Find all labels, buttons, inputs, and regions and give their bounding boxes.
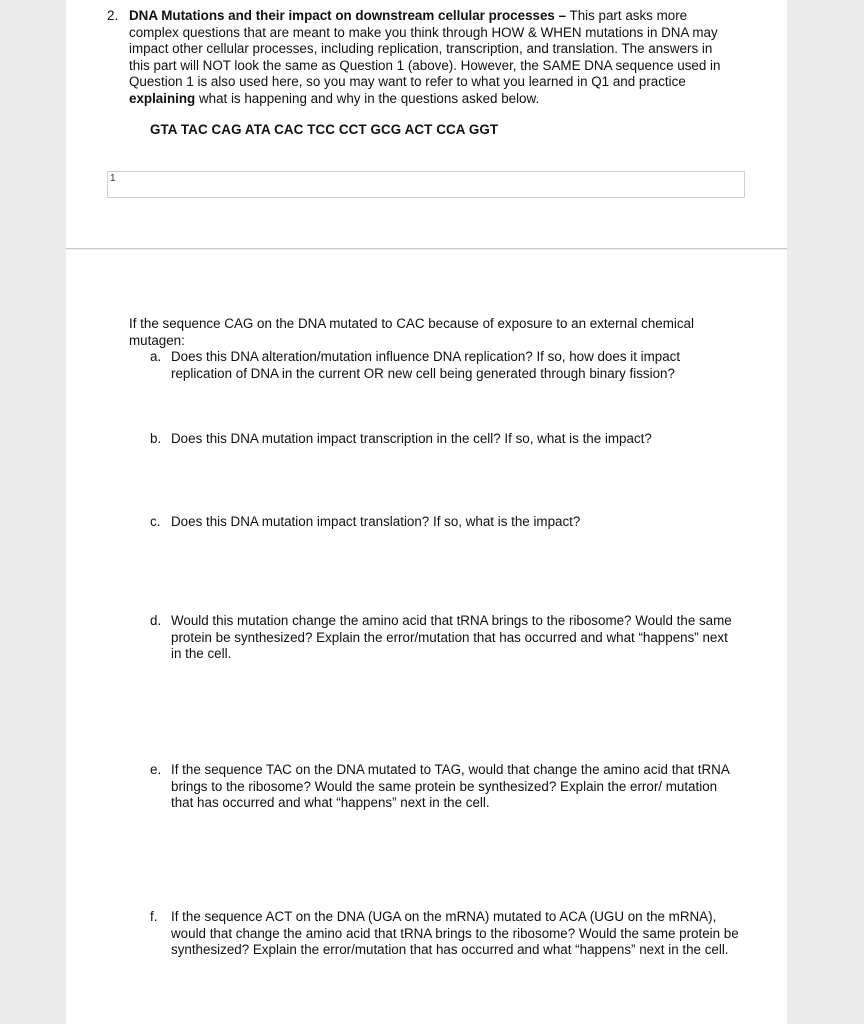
- item-label: f.: [150, 909, 158, 924]
- question-2-heading: DNA Mutations and their impact on downstream cellular processes –: [129, 8, 567, 23]
- answer-field[interactable]: [107, 171, 745, 198]
- item-text: Would this mutation change the amino acid that tRNA brings to the ribosome? Would the same protein be synthesized? Explain the error/mutation that has occurred and what “happens” next in the cell.: [171, 613, 732, 662]
- question-item-d: [150, 613, 740, 663]
- question-item-c: [150, 514, 740, 531]
- item-text: If the sequence TAC on the DNA mutated to TAG, would that change the amino acid that tRNA brings to the ribosome? Would the same protein be synthesized? Explain the error/ mutation that has occurred and what “happens” next in the cell.: [171, 762, 730, 811]
- question-item-a: [150, 349, 740, 382]
- question-number: 2.: [107, 8, 119, 23]
- question-item-f: [150, 909, 740, 959]
- item-text: Does this DNA alteration/mutation influence DNA replication? If so, how does it impact replication of DNA in the current OR new cell being generated through binary fission?: [171, 349, 681, 381]
- item-text: Does this DNA mutation impact transcription in the cell? If so, what is the impact?: [171, 431, 652, 446]
- item-label: e.: [150, 762, 162, 777]
- item-label: a.: [150, 349, 162, 364]
- item-label: d.: [150, 613, 162, 628]
- item-label: b.: [150, 431, 162, 446]
- mutation-intro: If the sequence CAG on the DNA mutated to CAC because of exposure to an external chemical mutagen:: [129, 316, 694, 348]
- item-text: Does this DNA mutation impact translation? If so, what is the impact?: [171, 514, 581, 529]
- document-page-2: [66, 250, 787, 1024]
- emphasis-explaining: explaining: [129, 90, 196, 106]
- question-item-b: [150, 431, 740, 448]
- item-label: c.: [150, 514, 161, 529]
- item-text: If the sequence ACT on the DNA (UGA on the mRNA) mutated to ACA (UGU on the mRNA), would that change the amino acid that tRNA brings to the ribosome? Would the same protein be synthesized? Explain the error/mutation that has occurred and what “happens” next in the cell.: [171, 909, 739, 958]
- answer-field-number: 1: [110, 173, 116, 184]
- question-2: [107, 8, 732, 108]
- document-page-1: [66, 0, 787, 249]
- dna-sequence: GTA TAC CAG ATA CAC TCC CCT GCG ACT CCA GGT: [150, 122, 499, 137]
- question-item-e: [150, 762, 740, 812]
- question-2-text: DNA Mutations and their impact on downstream cellular processes – This part asks more complex questions that are meant to make you think through HOW & WHEN mutations in DNA may impact other cellular processes, including replication, transcription, and translation. The answers in this part will NOT look the same as Question 1 (above). However, the SAME DNA sequence used in Question 1 is also used here, so you may want to refer to what you learned in Q1 and practice explaining what is happening and why in the questions asked below.: [129, 8, 721, 106]
